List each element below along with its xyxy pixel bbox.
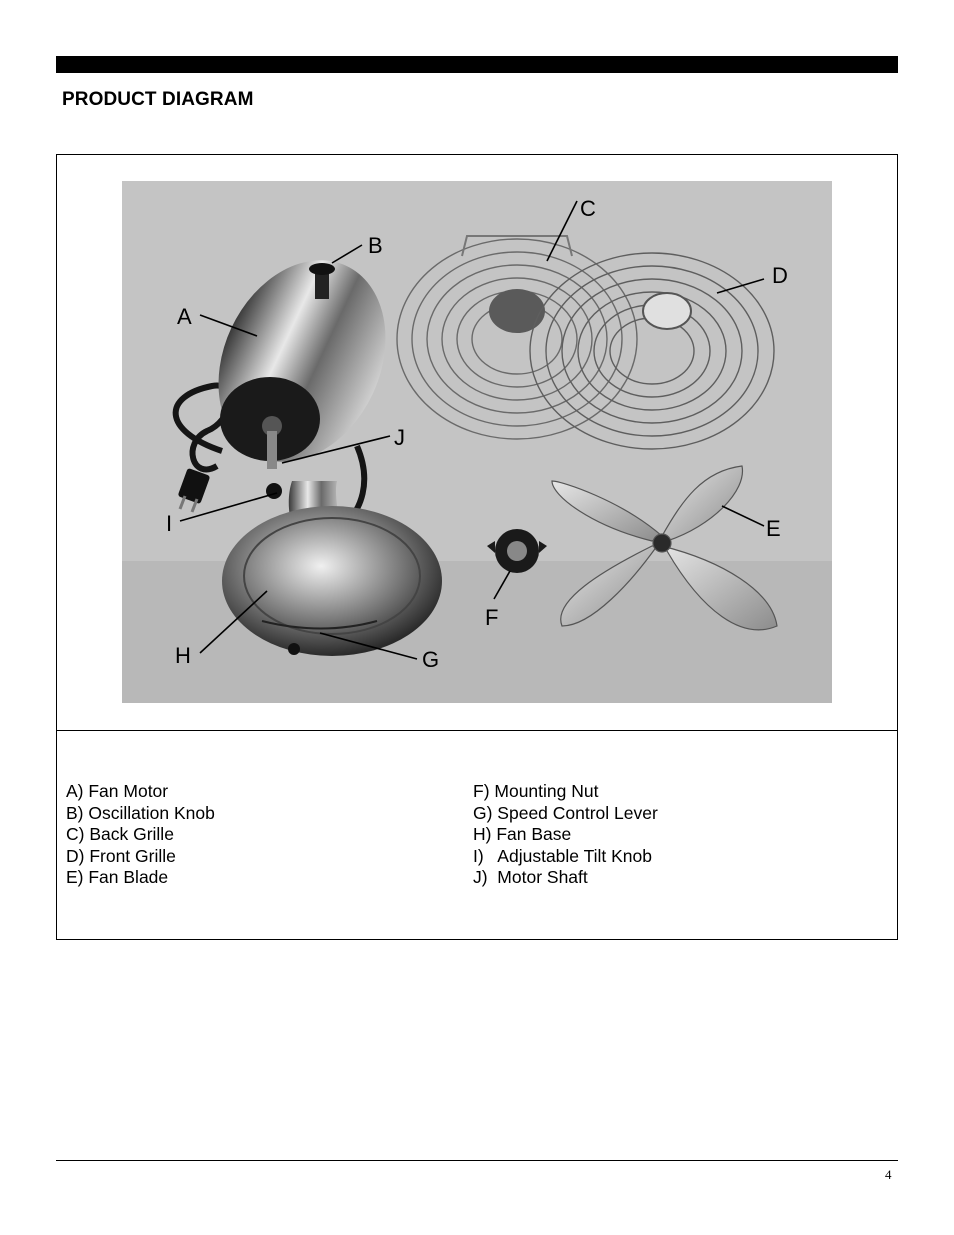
legend-left-column [66,781,215,889]
page-number: 4 [885,1167,892,1182]
legend-item: D) Front Grille [66,845,176,866]
legend-item: B) Oscillation Knob [66,802,215,823]
callout-d: D [772,263,788,288]
legend-item: F) Mounting Nut [473,781,599,801]
callout-j: J [394,425,405,450]
legend-right-column [473,781,658,889]
footer-rule [56,1160,898,1161]
product-photo [122,181,832,703]
frame-divider [57,730,897,731]
page-title: PRODUCT DIAGRAM [62,89,254,110]
callout-h: H [175,643,191,668]
callout-b: B [368,233,383,258]
callout-e: E [766,516,781,541]
header-bar [56,56,898,73]
legend-item: I) Adjustable Tilt Knob [473,845,652,866]
callout-c: C [580,196,596,221]
legend-item: J) Motor Shaft [473,867,588,888]
legend-item: A) Fan Motor [66,781,169,801]
legend-item: E) Fan Blade [66,867,169,888]
product-photo-drawing [122,181,832,703]
callout-f: F [485,605,499,630]
legend-item: H) Fan Base [473,824,572,845]
callout-a: A [177,304,192,329]
legend-item: C) Back Grille [66,824,174,845]
callout-g: G [422,647,440,672]
legend-item: G) Speed Control Lever [473,802,658,823]
callout-i: I [166,511,173,536]
diagram-frame [56,154,898,940]
